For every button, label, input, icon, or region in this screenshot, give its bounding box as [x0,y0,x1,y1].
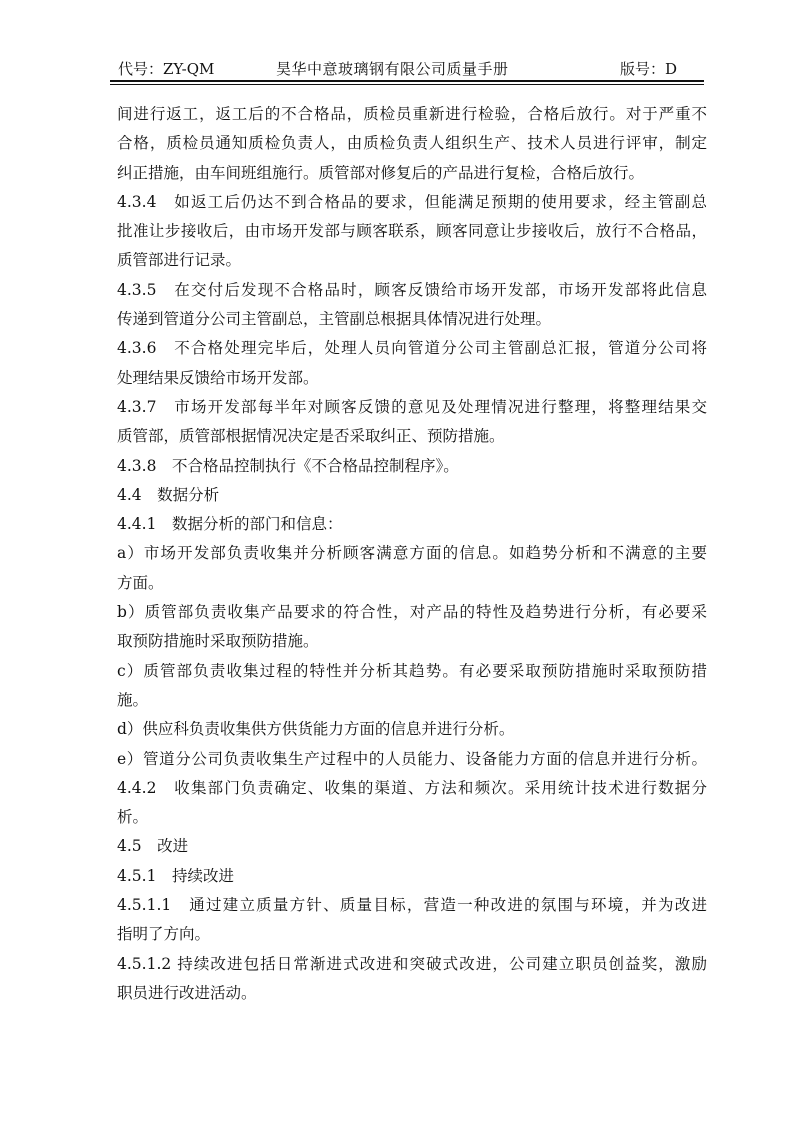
text-line: 质管部进行记录。 [117,251,242,270]
text-line: 处理结果反馈给市场开发部。 [117,368,319,387]
text-line: 4.4.2 收集部门负责确定、收集的渠道、方法和频次。采用统计技术进行数据分 [117,778,707,797]
header-rule-thin [110,84,704,85]
text-line: 4.5.1.2 持续改进包括日常渐进式改进和突破式改进，公司建立职员创益奖，激励 [117,954,707,973]
text-line: 4.3.4 如返工后仍达不到合格品的要求，但能满足预期的使用要求，经主管副总 [117,192,707,211]
text-line: b）质管部负责收集产品要求的符合性，对产品的特性及趋势进行分析，有必要采 [117,603,707,622]
text-line: 间进行返工，返工后的不合格品，质检员重新进行检验，合格后放行。对于严重不 [117,105,707,123]
header-rule-thick [110,80,704,82]
text-line: e）管道分公司负责收集生产过程中的人员能力、设备能力方面的信息并进行分析。 [117,749,707,768]
text-line: 4.5.1.1 通过建立质量方针、质量目标，营造一种改进的氛围与环境，并为改进 [117,896,707,915]
body-text [117,100,707,1008]
version-label: 版号：D [620,60,678,78]
text-line: 4.3.7 市场开发部每半年对顾客反馈的意见及处理情况进行整理，将整理结果交 [117,397,707,416]
text-line: 施。 [117,690,149,709]
text-line: 4.3.8 不合格品控制执行《不合格品控制程序》。 [117,456,459,475]
text-line: c）质管部负责收集过程的特性并分析其趋势。有必要采取预防措施时采取预防措 [117,661,707,680]
text-line: d）供应科负责收集供方供货能力方面的信息并进行分析。 [117,720,515,739]
page-header [110,54,702,80]
text-line: 批准让步接收后，由市场开发部与顾客联系，顾客同意让步接收后，放行不合格品， [117,222,707,241]
text-line: 4.5 改进 [117,837,189,856]
text-line: 质管部，质管部根据情况决定是否采取纠正、预防措施。 [117,427,505,446]
text-line: 4.5.1 持续改进 [117,866,234,885]
text-line: 传递到管道分公司主管副总，主管副总根据具体情况进行处理。 [117,310,552,329]
text-line: a）市场开发部负责收集并分析顾客满意方面的信息。如趋势分析和不满意的主要 [117,544,707,563]
text-line: 取预防措施时采取预防措施。 [117,632,319,651]
document-code: 代号：ZY-QM [118,60,215,78]
text-line: 4.4.1 数据分析的部门和信息： [117,515,343,534]
text-line: 指明了方向。 [117,925,211,944]
text-line: 析。 [117,808,149,827]
text-line: 4.3.6 不合格处理完毕后，处理人员向管道分公司主管副总汇报，管道分公司将 [117,339,707,358]
text-line: 4.4 数据分析 [117,485,220,504]
text-line: 职员进行改进活动。 [117,983,257,1002]
text-line: 合格，质检员通知质检负责人，由质检负责人组织生产、技术人员进行评审，制定 [117,134,707,153]
text-line: 4.3.5 在交付后发现不合格品时，顾客反馈给市场开发部，市场开发部将此信息 [117,280,707,299]
text-line: 方面。 [117,573,164,592]
manual-title: 昊华中意玻璃钢有限公司质量手册 [276,60,509,78]
text-line: 纠正措施，由车间班组施行。质管部对修复后的产品进行复检，合格后放行。 [117,163,645,182]
